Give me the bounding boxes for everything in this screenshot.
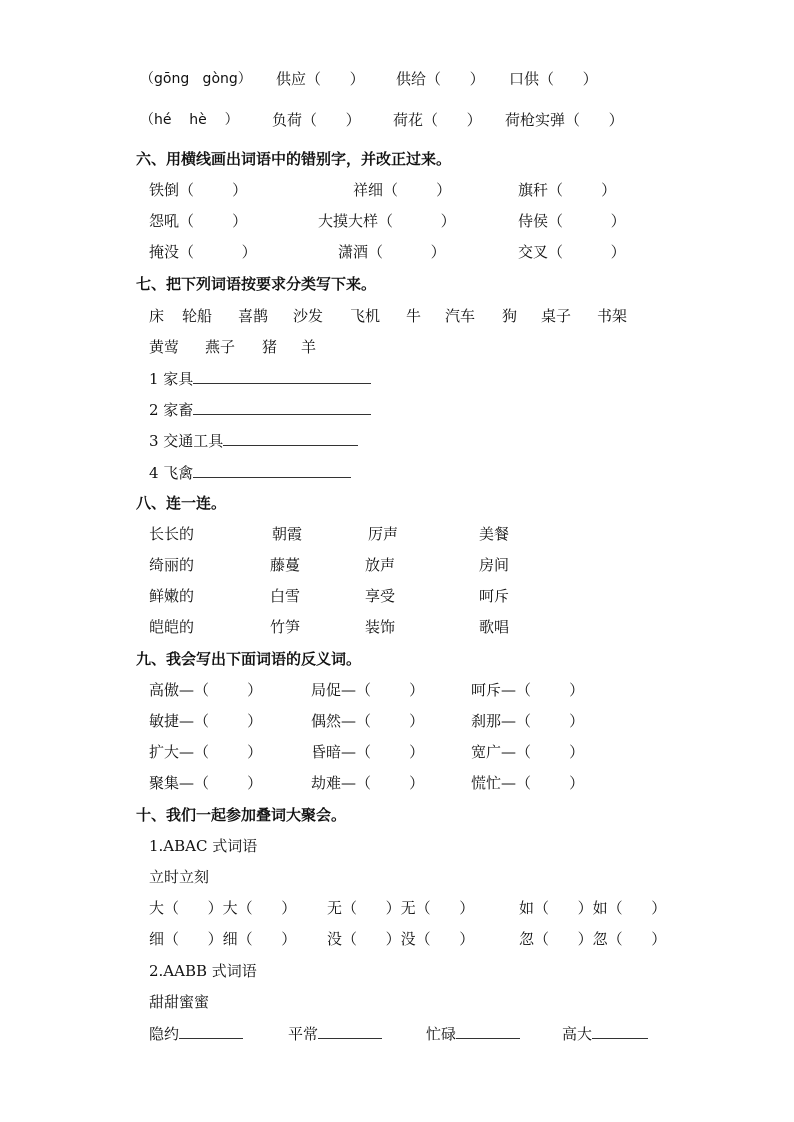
aabb-word: 平常	[288, 1025, 319, 1043]
word-bank-item: 汽车	[445, 307, 476, 325]
section-title: 六、用横线画出词语中的错别字，并改正过来。	[136, 150, 452, 168]
abac-item[interactable]: 没（ ）没（ ）	[327, 930, 475, 948]
antonym-row-1	[0, 679, 794, 703]
antonym-item[interactable]: 敏捷—（ ）	[149, 712, 263, 730]
category-label: 1 家具	[149, 370, 194, 388]
answer-line[interactable]	[592, 1022, 648, 1039]
word-bank-item: 猪	[262, 338, 278, 356]
match-item[interactable]: 享受	[365, 587, 396, 605]
word-blank[interactable]: 供应（ ）	[276, 70, 365, 88]
word-bank-item: 沙发	[293, 307, 324, 325]
section-8-heading-row	[0, 492, 794, 516]
word-bank-item: 狗	[502, 307, 518, 325]
section-title: 九、我会写出下面词语的反义词。	[136, 650, 362, 668]
category-label: 3 交通工具	[149, 432, 224, 450]
match-item[interactable]: 房间	[479, 556, 510, 574]
correction-item[interactable]: 掩没（ ）	[149, 243, 257, 261]
match-row-4	[0, 616, 794, 640]
antonym-item[interactable]: 宽广—（ ）	[471, 743, 585, 761]
match-row-3	[0, 585, 794, 609]
section-6-heading-row	[0, 148, 794, 172]
aabb-word: 高大	[562, 1025, 593, 1043]
match-item[interactable]: 皑皑的	[149, 618, 195, 636]
match-item[interactable]: 藤蔓	[270, 556, 301, 574]
abac-row-1	[0, 897, 794, 921]
subheading: 1.ABAC 式词语	[149, 837, 258, 855]
word-bank-item: 黄莺	[149, 338, 180, 356]
match-item[interactable]: 鲜嫩的	[149, 587, 195, 605]
correction-item[interactable]: 大摸大样（ ）	[318, 212, 456, 230]
antonym-row-4	[0, 772, 794, 796]
antonym-item[interactable]: 聚集—（ ）	[149, 774, 263, 792]
match-item[interactable]: 长长的	[149, 525, 195, 543]
match-item[interactable]: 竹笋	[270, 618, 301, 636]
antonym-row-2	[0, 710, 794, 734]
antonym-item[interactable]: 昏暗—（ ）	[311, 743, 425, 761]
section-7-heading-row	[0, 273, 794, 297]
example-word: 立时立刻	[149, 868, 210, 886]
category-row-livestock	[0, 398, 794, 422]
match-item[interactable]: 呵斥	[479, 587, 510, 605]
match-item[interactable]: 美餐	[479, 525, 510, 543]
match-item[interactable]: 朝霞	[272, 525, 303, 543]
abac-item[interactable]: 细（ ）细（ ）	[149, 930, 297, 948]
antonym-item[interactable]: 高傲—（ ）	[149, 681, 263, 699]
antonym-item[interactable]: 局促—（ ）	[311, 681, 425, 699]
word-bank-line-1	[0, 305, 794, 329]
abac-item[interactable]: 无（ ）无（ ）	[327, 899, 475, 917]
answer-line[interactable]	[456, 1022, 520, 1039]
match-item[interactable]: 绮丽的	[149, 556, 195, 574]
example-word: 甜甜蜜蜜	[149, 993, 210, 1011]
abac-item[interactable]: 大（ ）大（ ）	[149, 899, 297, 917]
abac-item[interactable]: 如（ ）如（ ）	[519, 899, 667, 917]
match-item[interactable]: 歌唱	[479, 618, 510, 636]
antonym-item[interactable]: 呵斥—（ ）	[471, 681, 585, 699]
word-bank-item: 飞机	[350, 307, 381, 325]
section-9-heading-row	[0, 648, 794, 672]
abac-subheading-row	[0, 835, 794, 859]
correction-item[interactable]: 怨吼（ ）	[149, 212, 248, 230]
section-6-row-2	[0, 210, 794, 234]
correction-item[interactable]: 潇酒（ ）	[338, 243, 446, 261]
section-title: 七、把下列词语按要求分类写下来。	[136, 275, 377, 293]
answer-line[interactable]	[223, 429, 358, 446]
correction-item[interactable]: 旗秆（ ）	[518, 181, 617, 199]
subheading: 2.AABB 式词语	[149, 962, 257, 980]
word-bank-item: 羊	[301, 338, 317, 356]
category-row-poultry	[0, 461, 794, 485]
aabb-word: 忙碌	[426, 1025, 457, 1043]
section-title: 八、连一连。	[136, 494, 227, 512]
category-row-transport	[0, 429, 794, 453]
match-item[interactable]: 放声	[365, 556, 396, 574]
section-6-row-3	[0, 241, 794, 265]
polyphone-row-1	[0, 68, 794, 92]
category-label: 2 家畜	[149, 401, 194, 419]
antonym-row-3	[0, 741, 794, 765]
word-bank-item: 床	[149, 307, 165, 325]
answer-line[interactable]	[193, 461, 351, 478]
word-blank[interactable]: 荷枪实弹（ ）	[505, 111, 624, 129]
abac-item[interactable]: 忽（ ）忽（ ）	[519, 930, 667, 948]
answer-line[interactable]	[318, 1022, 382, 1039]
section-10-heading-row	[0, 804, 794, 828]
category-row-furniture	[0, 367, 794, 391]
aabb-subheading-row	[0, 960, 794, 984]
word-bank-line-2	[0, 336, 794, 360]
word-blank[interactable]: 口供（ ）	[509, 70, 598, 88]
polyphone-row-2	[0, 109, 794, 133]
correction-item[interactable]: 侍侯（ ）	[518, 212, 626, 230]
antonym-item[interactable]: 慌忙—（ ）	[471, 774, 585, 792]
antonym-item[interactable]: 扩大—（ ）	[149, 743, 263, 761]
pinyin-label: （hé hè ）	[140, 112, 239, 128]
aabb-word: 隐约	[149, 1025, 180, 1043]
word-bank-item: 喜鹊	[238, 307, 269, 325]
match-row-2	[0, 554, 794, 578]
antonym-item[interactable]: 刹那—（ ）	[471, 712, 585, 730]
answer-line[interactable]	[179, 1022, 243, 1039]
answer-line[interactable]	[193, 398, 371, 415]
abac-example-row	[0, 866, 794, 890]
word-bank-item: 桌子	[541, 307, 572, 325]
correction-item[interactable]: 交叉（ ）	[518, 243, 626, 261]
pinyin-label: （gōng gòng）	[140, 71, 252, 87]
category-label: 4 飞禽	[149, 464, 194, 482]
antonym-item[interactable]: 偶然—（ ）	[311, 712, 425, 730]
section-title: 十、我们一起参加叠词大聚会。	[136, 806, 347, 824]
word-bank-item: 书架	[597, 307, 628, 325]
word-bank-item: 轮船	[182, 307, 213, 325]
match-item[interactable]: 厉声	[368, 525, 399, 543]
antonym-item[interactable]: 劫难—（ ）	[311, 774, 425, 792]
word-bank-item: 燕子	[205, 338, 236, 356]
match-item[interactable]: 装饰	[365, 618, 396, 636]
section-6-row-1	[0, 179, 794, 203]
abac-row-2	[0, 928, 794, 952]
match-item[interactable]: 白雪	[270, 587, 301, 605]
match-row-1	[0, 523, 794, 547]
correction-item[interactable]: 祥细（ ）	[353, 181, 452, 199]
word-blank[interactable]: 荷花（ ）	[393, 111, 482, 129]
answer-line[interactable]	[193, 367, 371, 384]
correction-item[interactable]: 铁倒（ ）	[149, 181, 248, 199]
word-blank[interactable]: 供给（ ）	[396, 70, 485, 88]
aabb-row	[0, 1022, 794, 1046]
aabb-example-row	[0, 991, 794, 1015]
word-bank-item: 牛	[406, 307, 422, 325]
word-blank[interactable]: 负荷（ ）	[272, 111, 361, 129]
